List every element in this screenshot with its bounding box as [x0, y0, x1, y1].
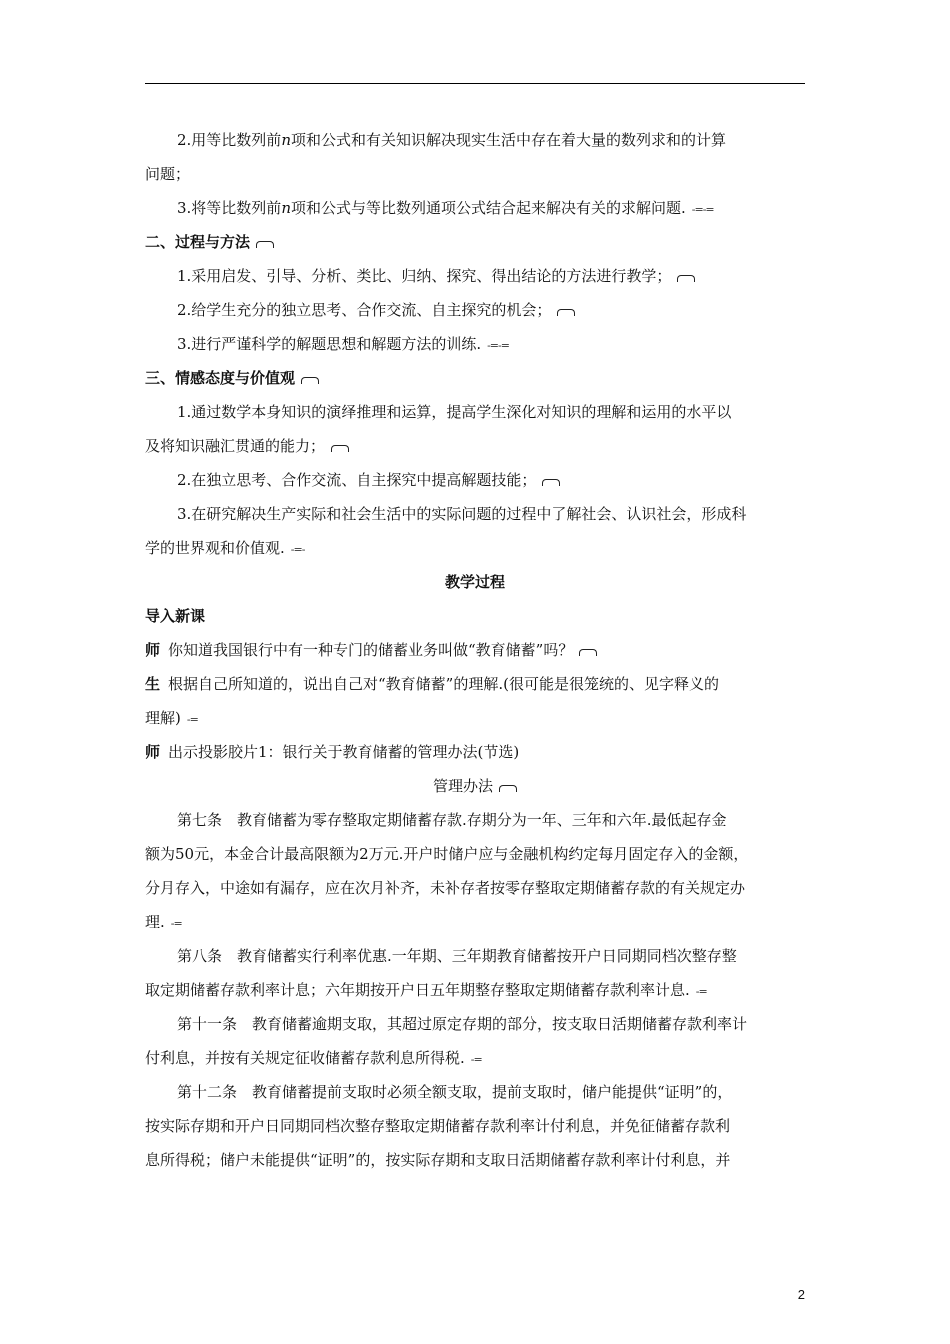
paragraph-mark-icon: -=	[186, 713, 198, 726]
article-line: 第十一条 教育储蓄逾期支取，其超过原定存期的部分，按支取日活期储蓄存款利率计	[177, 1015, 748, 1033]
method-line	[145, 327, 805, 361]
speaker-label: 师	[145, 641, 161, 659]
text: 二、过程与方法	[145, 233, 251, 251]
text: 2.用等比数列前	[177, 131, 282, 149]
method-line	[145, 259, 805, 293]
section-heading	[145, 225, 805, 259]
text: 1.采用启发、引导、分析、类比、归纳、探究、得出结论的方法进行教学；	[177, 267, 672, 285]
text: n	[281, 199, 291, 217]
paragraph-mark-icon	[542, 479, 560, 486]
paragraph-mark-icon	[557, 309, 575, 316]
paragraph-mark-icon	[677, 275, 695, 282]
article-line: 第七条 教育储蓄为零存整取定期储蓄存款.存期分为一年、三年和六年.最低起存金	[177, 811, 727, 829]
value-line	[145, 429, 805, 463]
article-line	[145, 1041, 805, 1075]
dialogue-line	[145, 701, 805, 735]
method-line	[145, 293, 805, 327]
paragraph-mark-icon	[579, 649, 597, 656]
dialogue-line	[145, 735, 805, 769]
paragraph-mark-icon: -=-=	[691, 203, 714, 216]
text: 3.进行严谨科学的解题思想和解题方法的训练.	[177, 335, 482, 353]
article-line: 按实际存期和开户日同期同档次整存整取定期储蓄存款利率计付利息，并免征储蓄存款利	[145, 1117, 731, 1135]
process-title: 教学过程	[444, 573, 505, 591]
article-line: 额为50元，本金合计最高限额为2万元.开户时储户应与金融机构约定每月固定存入的金额，	[145, 845, 749, 863]
text: 项和公式和有关知识解决现实生活中存在着大量的数列求和的计算	[290, 131, 726, 149]
speaker-label: 师	[145, 743, 161, 761]
article-line	[145, 973, 805, 1007]
article-line: 息所得税；储户未能提供“证明”的，按实际存期和支取日活期储蓄存款利率计付利息，并	[145, 1151, 731, 1169]
value-line: 3.在研究解决生产实际和社会生活中的实际问题的过程中了解社会、认识社会，形成科	[177, 505, 747, 523]
text: 3.将等比数列前	[177, 199, 282, 217]
paragraph-mark-icon	[256, 241, 274, 248]
article-line: 第十二条 教育储蓄提前支取时必须全额支取，提前支取时，储户能提供“证明”的，	[177, 1083, 733, 1101]
dialogue-line	[145, 633, 805, 667]
intro-heading: 导入新课	[145, 607, 206, 625]
speaker-label: 生	[145, 675, 161, 693]
value-line	[145, 463, 805, 497]
value-line	[145, 531, 805, 565]
goal-line	[145, 191, 805, 225]
paragraph-mark-icon: -=-=	[487, 339, 509, 352]
paragraph-mark-icon: -=	[695, 985, 707, 998]
paragraph-mark-icon	[499, 785, 517, 792]
text: 项和公式与等比数列通项公式结合起来解决有关的求解问题.	[290, 199, 686, 217]
text: n	[281, 131, 291, 149]
page-number: 2	[797, 1287, 805, 1302]
text: 管理办法	[432, 777, 493, 795]
value-line: 1.通过数学本身知识的演绎推理和运算，提高学生深化对知识的理解和运用的水平以	[177, 403, 732, 421]
text: 取定期储蓄存款利率计息；六年期按开户日五年期整存整取定期储蓄存款利率计息.	[145, 981, 690, 999]
text: 付利息，并按有关规定征收储蓄存款利息所得税.	[145, 1049, 465, 1067]
text: 理.	[145, 913, 165, 931]
paragraph-mark-icon	[331, 445, 349, 452]
text: 2.给学生充分的独立思考、合作交流、自主探究的机会；	[177, 301, 552, 319]
text: 你知道我国银行中有一种专门的储蓄业务叫做“教育储蓄”吗？	[168, 641, 574, 659]
article-line: 分月存入，中途如有漏存，应在次月补齐，未补存者按零存整取定期储蓄存款的有关规定办	[145, 879, 746, 897]
paragraph-mark-icon: -=	[170, 917, 182, 930]
goal-line: 问题；	[145, 165, 191, 183]
article-line: 第八条 教育储蓄实行利率优惠.一年期、三年期教育储蓄按开户日同期同档次整存整	[177, 947, 737, 965]
article-line	[145, 905, 805, 939]
section-heading	[145, 361, 805, 395]
header-rule	[145, 83, 805, 84]
document-body	[145, 123, 805, 1177]
text: 出示投影胶片1：银行关于教育储蓄的管理办法(节选)	[168, 743, 520, 761]
doc-title	[145, 769, 805, 803]
goal-line	[145, 123, 805, 157]
dialogue-line	[145, 667, 805, 701]
text: 理解)	[145, 709, 181, 727]
paragraph-mark-icon: -=-	[290, 543, 305, 556]
paragraph-mark-icon: -=	[470, 1053, 482, 1066]
paragraph-mark-icon	[301, 377, 319, 384]
text: 学的世界观和价值观.	[145, 539, 285, 557]
text: 根据自己所知道的，说出自己对“教育储蓄”的理解.(很可能是很笼统的、见字释义的	[168, 675, 719, 693]
text: 及将知识融汇贯通的能力；	[145, 437, 326, 455]
text: 三、情感态度与价值观	[145, 369, 296, 387]
text: 2.在独立思考、合作交流、自主探究中提高解题技能；	[177, 471, 537, 489]
